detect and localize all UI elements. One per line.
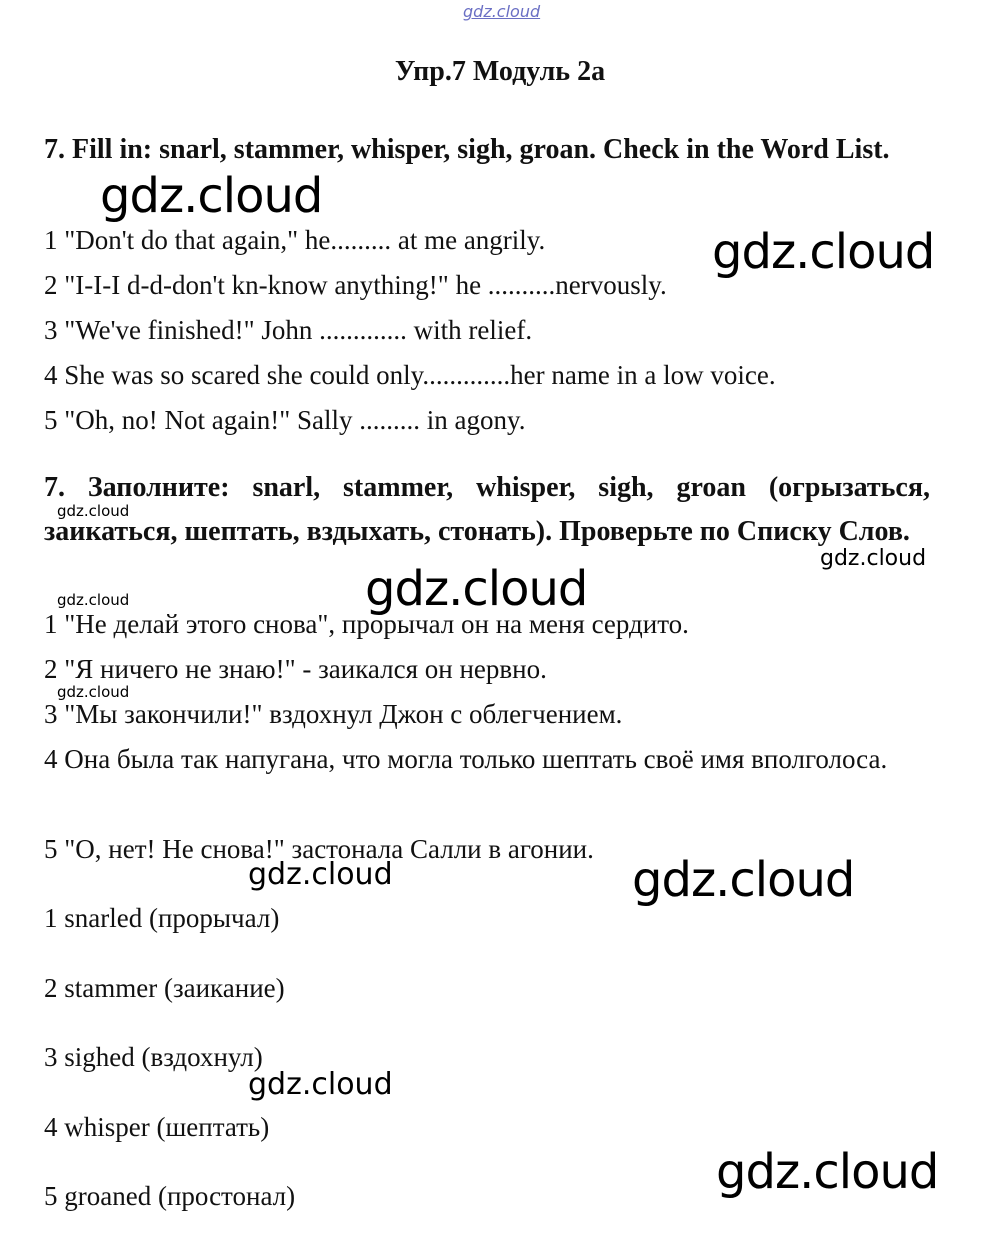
watermark: gdz.cloud — [100, 168, 323, 224]
answer-3: 3 sighed (вздохнул) — [44, 1042, 263, 1072]
answer-1: 1 snarled (прорычал) — [44, 903, 280, 933]
exercise-item-en-1: 1 "Don't do that again," he......... at me angrily. — [44, 225, 546, 255]
watermark: gdz.cloud — [248, 1067, 393, 1102]
watermark: gdz.cloud — [248, 857, 393, 892]
watermark: gdz.cloud — [57, 591, 130, 609]
exercise-item-ru-1: 1 "Не делай этого снова", прорычал он на меня сердито. — [44, 609, 689, 639]
watermark: gdz.cloud — [57, 502, 130, 520]
exercise-item-en-5: 5 "Oh, no! Not again!" Sally ......... in agony. — [44, 405, 526, 435]
watermark: gdz.cloud — [820, 546, 927, 571]
exercise-item-ru-3: 3 "Мы закончили!" вздохнул Джон с облегчением. — [44, 699, 623, 729]
exercise-item-ru-4: 4 Она была так напугана, что могла только шептать своё имя вполголоса. — [44, 744, 888, 774]
answer-4: 4 whisper (шептать) — [44, 1112, 270, 1142]
page-title: Упр.7 Модуль 2а — [394, 56, 606, 87]
exercise-item-en-4: 4 She was so scared she could only.............her name in a low voice. — [44, 360, 776, 390]
watermark: gdz.cloud — [716, 1144, 939, 1200]
watermark: gdz.cloud — [365, 561, 588, 617]
watermark: gdz.cloud — [632, 852, 855, 908]
watermark: gdz.cloud — [57, 683, 130, 701]
exercise-heading-ru: 7. Заполните: snarl, stammer, whisper, sigh, groan (огрызаться, заикаться, шептать, вздыхать, стонать). Проверьте по Списку Слов. — [44, 472, 930, 547]
answer-5: 5 groaned (простонал) — [44, 1181, 296, 1211]
exercise-item-en-2: 2 "I-I-I d-d-don't kn-know anything!" he ..........nervously. — [44, 270, 667, 300]
exercise-item-en-3: 3 "We've finished!" John ............. with relief. — [44, 315, 533, 345]
answer-2: 2 stammer (заикание) — [44, 973, 285, 1003]
watermark: gdz.cloud — [712, 224, 935, 280]
exercise-item-ru-2: 2 "Я ничего не знаю!" - заикался он нервно. — [44, 654, 547, 684]
exercise-item-ru-5: 5 "О, нет! Не снова!" застонала Салли в агонии. — [44, 834, 594, 864]
exercise-heading-en: 7. Fill in: snarl, stammer, whisper, sigh, groan. Check in the Word List. — [44, 134, 890, 165]
watermark-top: gdz.cloud — [463, 2, 541, 21]
